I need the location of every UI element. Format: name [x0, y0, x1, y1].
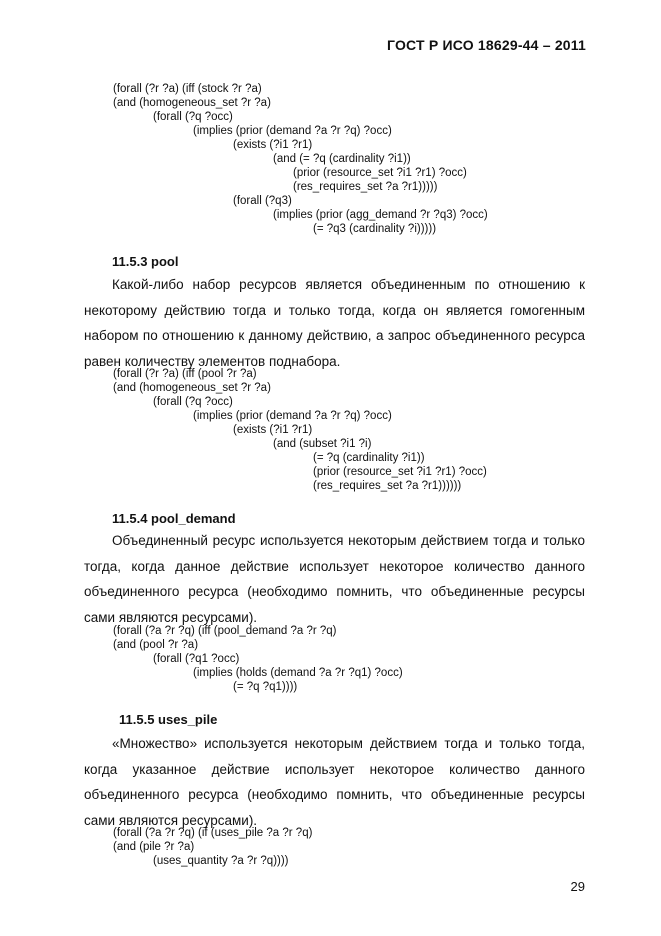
code-block-stock [0, 82, 661, 236]
code-line: (forall (?a ?r ?q) (if (uses_pile ?a ?r ?q) [113, 827, 313, 839]
section-heading-uses-pile: 11.5.5 uses_pile [119, 712, 218, 727]
code-line: (forall (?r ?a) (iff (stock ?r ?a) [113, 83, 262, 95]
code-line: (and (pool ?r ?a) [113, 639, 199, 651]
page-number: 29 [570, 879, 585, 894]
code-block-pool-demand [0, 624, 661, 694]
code-line: (and (homogeneous_set ?r ?a) [113, 97, 271, 109]
code-line: (= ?q ?q1)))) [233, 681, 298, 693]
code-block-uses-pile [0, 826, 661, 868]
code-line: (prior (resource_set ?i1 ?r1) ?occ) [293, 167, 467, 179]
paragraph-text: «Множество» используется некоторым действием тогда и только тогда, когда указанное действие использует некоторое количество данного объединенного ресурса (необходимо помнить, что объединенные ресурсы сами являются ресурсами). [84, 736, 585, 828]
code-line: (forall (?q3) [233, 195, 292, 207]
code-line: (= ?q (cardinality ?i1)) [313, 452, 425, 464]
section-paragraph-uses-pile [84, 731, 585, 833]
code-line: (and (subset ?i1 ?i) [273, 438, 372, 450]
code-line: (implies (prior (demand ?a ?r ?q) ?occ) [193, 410, 392, 422]
code-line: (uses_quantity ?a ?r ?q)))) [153, 855, 289, 867]
code-line: (forall (?r ?a) (iff (pool ?r ?a) [113, 368, 257, 380]
code-line: (forall (?q1 ?occ) [153, 653, 240, 665]
code-line: (and (homogeneous_set ?r ?a) [113, 382, 271, 394]
code-line: (exists (?i1 ?r1) [233, 139, 313, 151]
section-paragraph-pool-demand [84, 528, 585, 630]
section-heading-pool: 11.5.3 pool [112, 254, 179, 269]
code-block-pool [0, 367, 661, 493]
section-paragraph-pool [84, 272, 585, 374]
section-heading-pool-demand: 11.5.4 pool_demand [112, 511, 236, 526]
code-line: (= ?q3 (cardinality ?i))))) [313, 223, 437, 235]
code-line: (implies (holds (demand ?a ?r ?q1) ?occ) [193, 667, 403, 679]
code-line: (prior (resource_set ?i1 ?r1) ?occ) [313, 466, 487, 478]
paragraph-text: Какой-либо набор ресурсов является объединенным по отношению к некоторому действию тогда и только тогда, когда он является гомогенным набором по отношению к данному действию, а запрос объединенного ресурса равен количеству элементов поднабора. [84, 277, 585, 369]
paragraph-text: Объединенный ресурс используется некоторым действием тогда и только тогда, когда данное действие использует некоторое количество данного объединенного ресурса (необходимо помнить, что объединенные ресурсы сами являются ресурсами). [84, 533, 585, 625]
code-line: (forall (?a ?r ?q) (iff (pool_demand ?a ?r ?q) [113, 625, 337, 637]
code-line: (exists (?i1 ?r1) [233, 424, 313, 436]
document-header: ГОСТ Р ИСО 18629-44 – 2011 [387, 37, 586, 53]
code-line: (and (= ?q (cardinality ?i1)) [273, 153, 411, 165]
code-line: (forall (?q ?occ) [153, 396, 233, 408]
code-line: (forall (?q ?occ) [153, 111, 233, 123]
code-line: (implies (prior (demand ?a ?r ?q) ?occ) [193, 125, 392, 137]
code-line: (res_requires_set ?a ?r1))))) [293, 181, 438, 193]
code-line: (implies (prior (agg_demand ?r ?q3) ?occ) [273, 209, 488, 221]
code-line: (res_requires_set ?a ?r1)))))) [313, 480, 462, 492]
code-line: (and (pile ?r ?a) [113, 841, 195, 853]
